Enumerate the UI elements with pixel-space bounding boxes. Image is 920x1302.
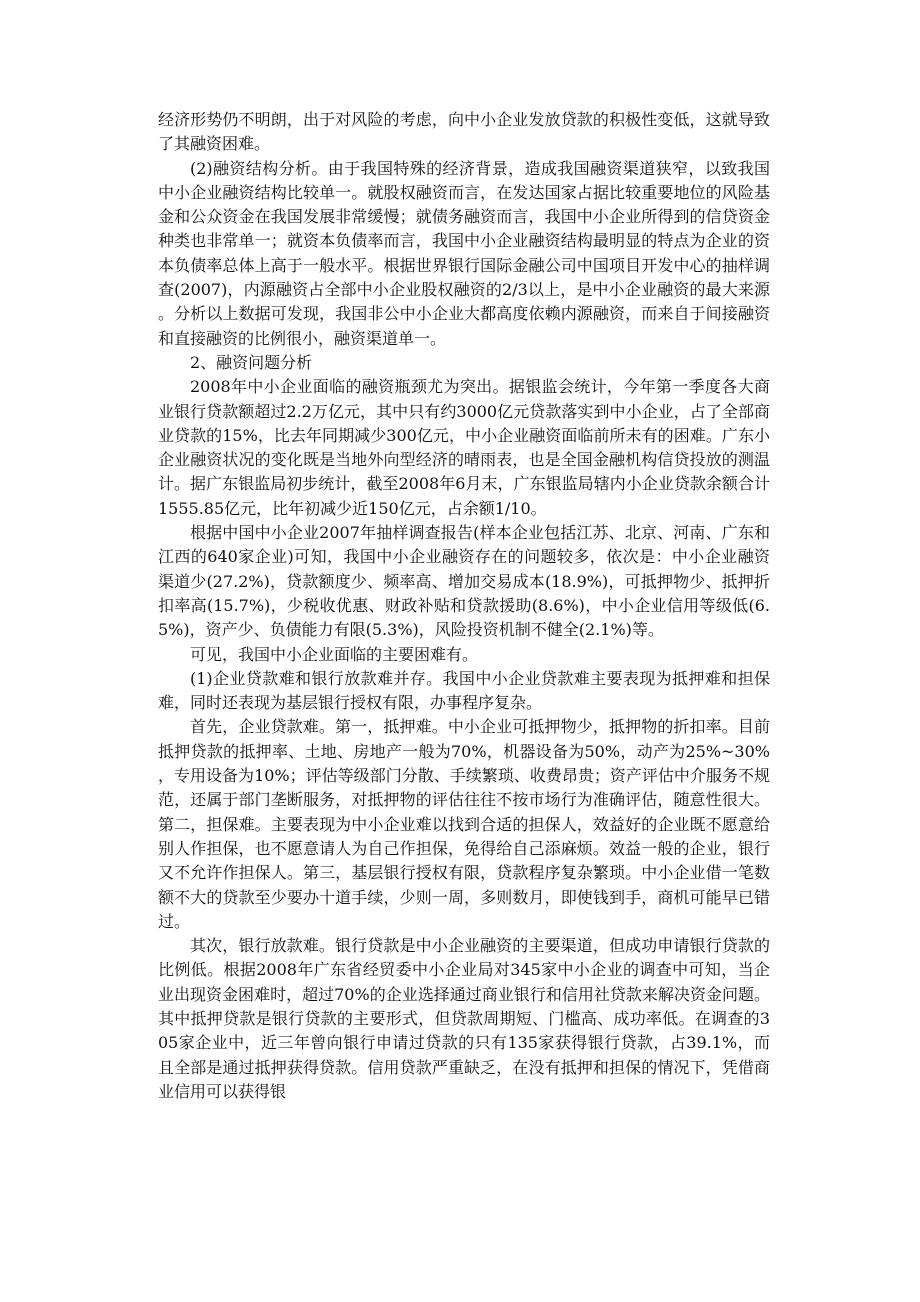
paragraph-enterprise-loan-difficulty: 首先，企业贷款难。第一，抵押难。中小企业可抵押物少，抵押物的折扣率。目前抵押贷款的抵押率、土地、房地产一般为70%，机器设备为50%，动产为25%~30%，专用设备为10%；评估等级部门分散、手续繁琐、收费昂贵；资产评估中介服务不规范，还属于部门垄断服务，对抵押物的评估往往不按市场行为准确评估，随意性很大。第二，担保难。主要表现为中小企业难以找到合适的担保人，效益好的企业既不愿意给别人作担保，也不愿意请人为自己作担保，免得给自己添麻烦。效益一般的企业，银行又不允许作担保人。第三，基层银行授权有限，贷款程序复杂繁琐。中小企业借一笔数额不大的贷款至少要办十道手续，少则一周，多则数月，即使钱到手，商机可能早已错过。 xyxy=(158,717,770,931)
paragraph-2008-bottleneck: 2008年中小企业面临的融资瓶颈尤为突出。据银监会统计，今年第一季度各大商业银行贷款额超过2.2万亿元，其中只有约3000亿元贷款落实到中小企业，占了全部商业贷款的15%，比去年同期减少300亿元，中小企业融资面临前所未有的困难。广东小企业融资状况的变化既是当地外向型经济的晴雨表，也是全国金融机构信贷投放的测温计。据广东银监局初步统计，截至2008年6月末，广东银监局辖内小企业贷款余额合计1555.85亿元，比年初减少近150亿元，占余额1/10。 xyxy=(158,377,770,518)
section-heading-financing-problems: 2、融资问题分析 xyxy=(190,352,313,372)
document-body xyxy=(158,108,770,1104)
paragraph-2007-survey: 根据中国中小企业2007年抽样调查报告(样本企业包括江苏、北京、河南、广东和江西的640家企业)可知，我国中小企业融资存在的问题较多，依次是：中小企业融资渠道少(27.2%)，贷款额度少、频率高、增加交易成本(18.9%)，可抵押物少、抵押折扣率高(15.7%)，少税收优惠、财政补贴和贷款援助(8.6%)，中小企业信用等级低(6.5%)，资产少、负债能力有限(5.3%)，风险投资机制不健全(2.1%)等。 xyxy=(158,523,770,640)
paragraph-loan-difficulty: (1)企业贷款难和银行放款难并存。我国中小企业贷款难主要表现为抵押难和担保难，同时还表现为基层银行授权有限，办事程序复杂。 xyxy=(158,668,770,713)
paragraph-continuation: 经济形势仍不明朗，出于对风险的考虑，向中小企业发放贷款的积极性变低，这就导致了其融资困难。 xyxy=(158,110,770,154)
paragraph-main-difficulties: 可见，我国中小企业面临的主要困难有。 xyxy=(190,644,479,664)
paragraph-bank-lending-difficulty: 其次，银行放款难。银行贷款是中小企业融资的主要渠道，但成功申请银行贷款的比例低。根据2008年广东省经贸委中小企业局对345家中小企业的调查中可知，当企业出现资金困难时，超过70%的企业选择通过商业银行和信用社贷款来解决资金问题。其中抵押贷款是银行贷款的主要形式，但贷款周期短、门槛高、成功率低。在调查的305家企业中，近三年曾向银行申请过贷款的只有135家获得银行贷款，占39.1%，而且全部是通过抵押获得贷款。信用贷款严重缺乏，在没有抵押和担保的情况下，凭借商业信用可以获得银 xyxy=(158,936,770,1101)
paragraph-financing-structure: (2)融资结构分析。由于我国特殊的经济背景，造成我国融资渠道狭窄，以致我国中小企业融资结构比较单一。就股权融资而言，在发达国家占据比较重要地位的风险基金和公众资金在我国发展非常缓慢；就债务融资而言，我国中小企业所得到的信贷资金种类也非常单一；就资本负债率而言，我国中小企业融资结构最明显的特点为企业的资本负债率总体上高于一般水平。根据世界银行国际金融公司中国项目开发中心的抽样调查(2007)，内源融资占全部中小企业股权融资的2/3以上，是中小企业融资的最大来源。分析以上数据可发现，我国非公中小企业大都高度依赖内源融资，而来自于间接融资和直接融资的比例很小，融资渠道单一。 xyxy=(158,158,770,348)
